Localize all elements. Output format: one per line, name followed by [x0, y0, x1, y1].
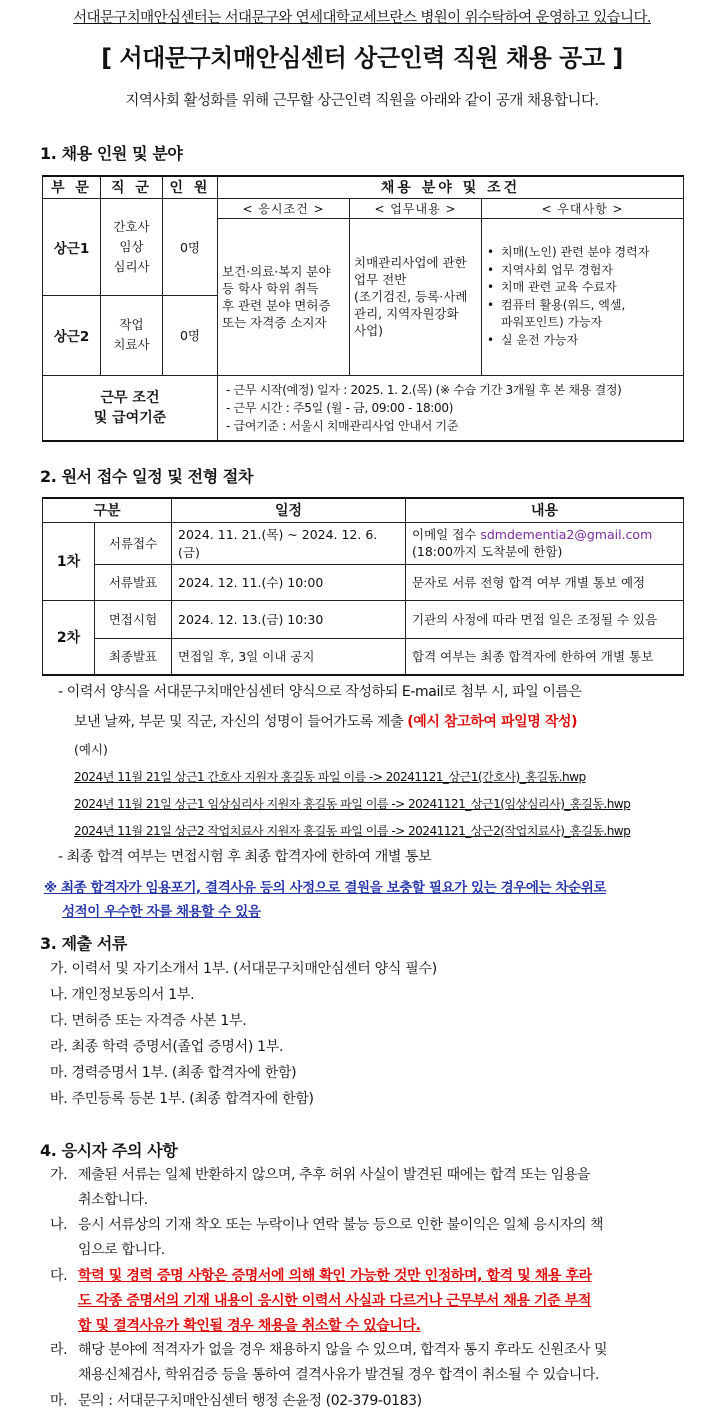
header-count: 인 원 — [163, 176, 218, 198]
contact-info: 문의 : 서대문구치매안심센터 행정 손윤정 (02-379-0183) — [78, 1393, 422, 1409]
count-2: 0명 — [163, 295, 218, 375]
document-item: 나. 개인정보동의서 1부. — [50, 987, 195, 1003]
section4-heading: 4. 응시자 주의 사항 — [40, 1141, 178, 1160]
step-date: 면접일 후, 3일 이내 공지 — [172, 638, 406, 675]
header-dept: 부 문 — [43, 176, 101, 198]
step-date: 2024. 12. 13.(금) 10:30 — [172, 600, 406, 638]
job-1: 간호사 임상 심리사 — [101, 198, 163, 295]
caution-item: 응시 서류상의 기재 착오 또는 누락이나 연락 불능 등으로 인한 불이익은 일체 응시자의 책 임으로 합니다. — [78, 1217, 604, 1258]
header-category: 구분 — [43, 498, 172, 522]
step-label: 서류접수 — [95, 522, 172, 564]
preference-item: • 치매 관련 교육 수료자 — [486, 279, 683, 297]
step-label: 서류발표 — [95, 564, 172, 600]
example-filename: 2024년 11월 21일 상근1 임상심리사 지원자 홍길동 파일 이름 -> 20241121_상근1(임상심리사)_홍길동.hwp — [74, 797, 631, 811]
header-content: 내용 — [406, 498, 684, 522]
stage-1: 1차 — [43, 522, 95, 600]
preference-cell — [482, 218, 684, 375]
filename-note-line2: 보낸 날짜, 부문 및 직군, 자신의 성명이 들어가도록 제출 (예시 참고하여 파일명 작성) — [74, 714, 578, 730]
subheader-preference: < 우대사항 > — [482, 198, 684, 218]
page-title: [ 서대문구치매안심센터 상근인력 직원 채용 공고 ] — [101, 44, 623, 72]
count-1: 0명 — [163, 198, 218, 295]
section3-heading: 3. 제출 서류 — [40, 934, 127, 953]
recruitment-table — [42, 175, 684, 442]
preference-item: • 실 운전 가능자 — [486, 332, 683, 350]
header-field: 채용 분야 및 조건 — [218, 176, 684, 198]
step-content: 이메일 접수 sdmdementia2@gmail.com (18:00까지 도착분에 한함) — [406, 522, 684, 564]
step-content: 기관의 사정에 따라 면접 일은 조정될 수 있음 — [406, 600, 684, 638]
caution-item: 해당 분야에 적격자가 없을 경우 채용하지 않을 수 있으며, 합격자 통지 후라도 신원조사 및 채용신체검사, 학위검증 등을 통하여 결격사유가 발견될 경우 합격이 취소될 수 있습니다. — [78, 1342, 608, 1383]
caution-item-emphasis: 학력 및 경력 증명 사항은 증명서에 의해 확인 가능한 것만 인정하며, 합격 및 채용 후라 도 각종 증명서의 기재 내용이 응시한 이력서 사실과 다르거나 근무부서 채용 기준 부적 합 및 결격사유가 확인될 경우 채용을 취소할 수 있습니다. — [78, 1268, 592, 1334]
caution-marker: 라. — [50, 1342, 68, 1358]
job-2: 작업 치료사 — [101, 295, 163, 375]
work-conditions-label: 근무 조건 및 급여기준 — [43, 375, 218, 441]
page-subtitle: 지역사회 활성화를 위해 근무할 상근인력 직원을 아래와 같이 공개 채용합니다. — [125, 93, 599, 109]
step-content: 문자로 서류 전형 합격 여부 개별 통보 예정 — [406, 564, 684, 600]
email-link[interactable]: sdmdementia2@gmail.com — [480, 527, 653, 542]
substitute-note-line2: 성적이 우수한 자를 채용할 수 있음 — [62, 904, 261, 920]
preference-item: • 지역사회 업무 경험자 — [486, 262, 683, 280]
step-date: 2024. 12. 11.(수) 10:00 — [172, 564, 406, 600]
document-item: 가. 이력서 및 자기소개서 1부. (서대문구치매안심센터 양식 필수) — [50, 961, 437, 977]
step-content: 합격 여부는 최종 합격자에 한하여 개별 통보 — [406, 638, 684, 675]
example-filename: 2024년 11월 21일 상근1 간호사 지원자 홍길동 파일 이름 -> 20241121_상근1(간호사)_홍길동.hwp — [74, 770, 586, 784]
document-item: 마. 경력증명서 1부. (최종 합격자에 한함) — [50, 1065, 297, 1081]
dept-1: 상근1 — [43, 198, 101, 295]
preference-item: • 치매(노인) 관련 분야 경력자 — [486, 244, 683, 262]
requirement-cell: 보건·의료·복지 분야 등 학사 학위 취득 후 관련 분야 면허증 또는 자격증 소지자 — [218, 218, 350, 375]
stage-2: 2차 — [43, 600, 95, 675]
subheader-requirement: < 응시조건 > — [218, 198, 350, 218]
document-item: 다. 면허증 또는 자격증 사본 1부. — [50, 1013, 247, 1029]
step-label: 최종발표 — [95, 638, 172, 675]
caution-marker: 마. — [50, 1393, 68, 1409]
subheader-duty: < 업무내용 > — [350, 198, 482, 218]
document-item: 라. 최종 학력 증명서(졸업 증명서) 1부. — [50, 1039, 284, 1055]
operator-notice: 서대문구치매안심센터는 서대문구와 연세대학교세브란스 병원이 위수탁하여 운영하고 있습니다. — [73, 10, 651, 26]
example-label: (예시) — [74, 742, 108, 757]
preference-item: • 컴퓨터 활용(워드, 엑셀, 파워포인트) 가능자 — [486, 297, 683, 332]
duty-cell: 치매관리사업에 관한 업무 전반 (조기검진, 등록·사례 관리, 지역자원강화 사업) — [350, 218, 482, 375]
section1-heading: 1. 채용 인원 및 분야 — [40, 144, 183, 163]
document-item: 바. 주민등록 등본 1부. (최종 합격자에 한함) — [50, 1091, 314, 1107]
caution-marker: 나. — [50, 1217, 68, 1233]
example-filename: 2024년 11월 21일 상근2 작업치료사 지원자 홍길동 파일 이름 -> 20241121_상근2(작업치료사)_홍길동.hwp — [74, 824, 631, 838]
step-date: 2024. 11. 21.(목) ~ 2024. 12. 6.(금) — [172, 522, 406, 564]
header-job: 직 군 — [101, 176, 163, 198]
substitute-note-line1: ※ 최종 합격자가 임용포기, 결격사유 등의 사정으로 결원을 보충할 필요가 있는 경우에는 차순위로 — [44, 880, 607, 896]
final-notice: - 최종 합격 여부는 면접시험 후 최종 합격자에 한하여 개별 통보 — [58, 849, 432, 865]
header-schedule: 일정 — [172, 498, 406, 522]
step-label: 면접시험 — [95, 600, 172, 638]
filename-note-emphasis: (예시 참고하여 파일명 작성) — [407, 714, 578, 730]
section2-heading: 2. 원서 접수 일정 및 전형 절차 — [40, 467, 254, 486]
schedule-table — [42, 497, 684, 676]
caution-marker: 다. — [50, 1268, 68, 1284]
work-conditions: - 근무 시작(예정) 일자 : 2025. 1. 2.(목) (※ 수습 기간 3개월 후 본 채용 결정) - 근무 시간 : 주5일 (월 - 금, 09:00 - 18:00) - 급여기준 : 서울시 치매관리사업 안내서 기준 — [218, 375, 684, 441]
filename-note-line1: - 이력서 양식을 서대문구치매안심센터 양식으로 작성하되 E-mail로 첨부 시, 파일 이름은 — [58, 684, 582, 700]
caution-item: 제출된 서류는 일체 반환하지 않으며, 추후 허위 사실이 발견된 때에는 합격 또는 임용을 취소합니다. — [78, 1167, 590, 1208]
dept-2: 상근2 — [43, 295, 101, 375]
caution-marker: 가. — [50, 1167, 68, 1183]
